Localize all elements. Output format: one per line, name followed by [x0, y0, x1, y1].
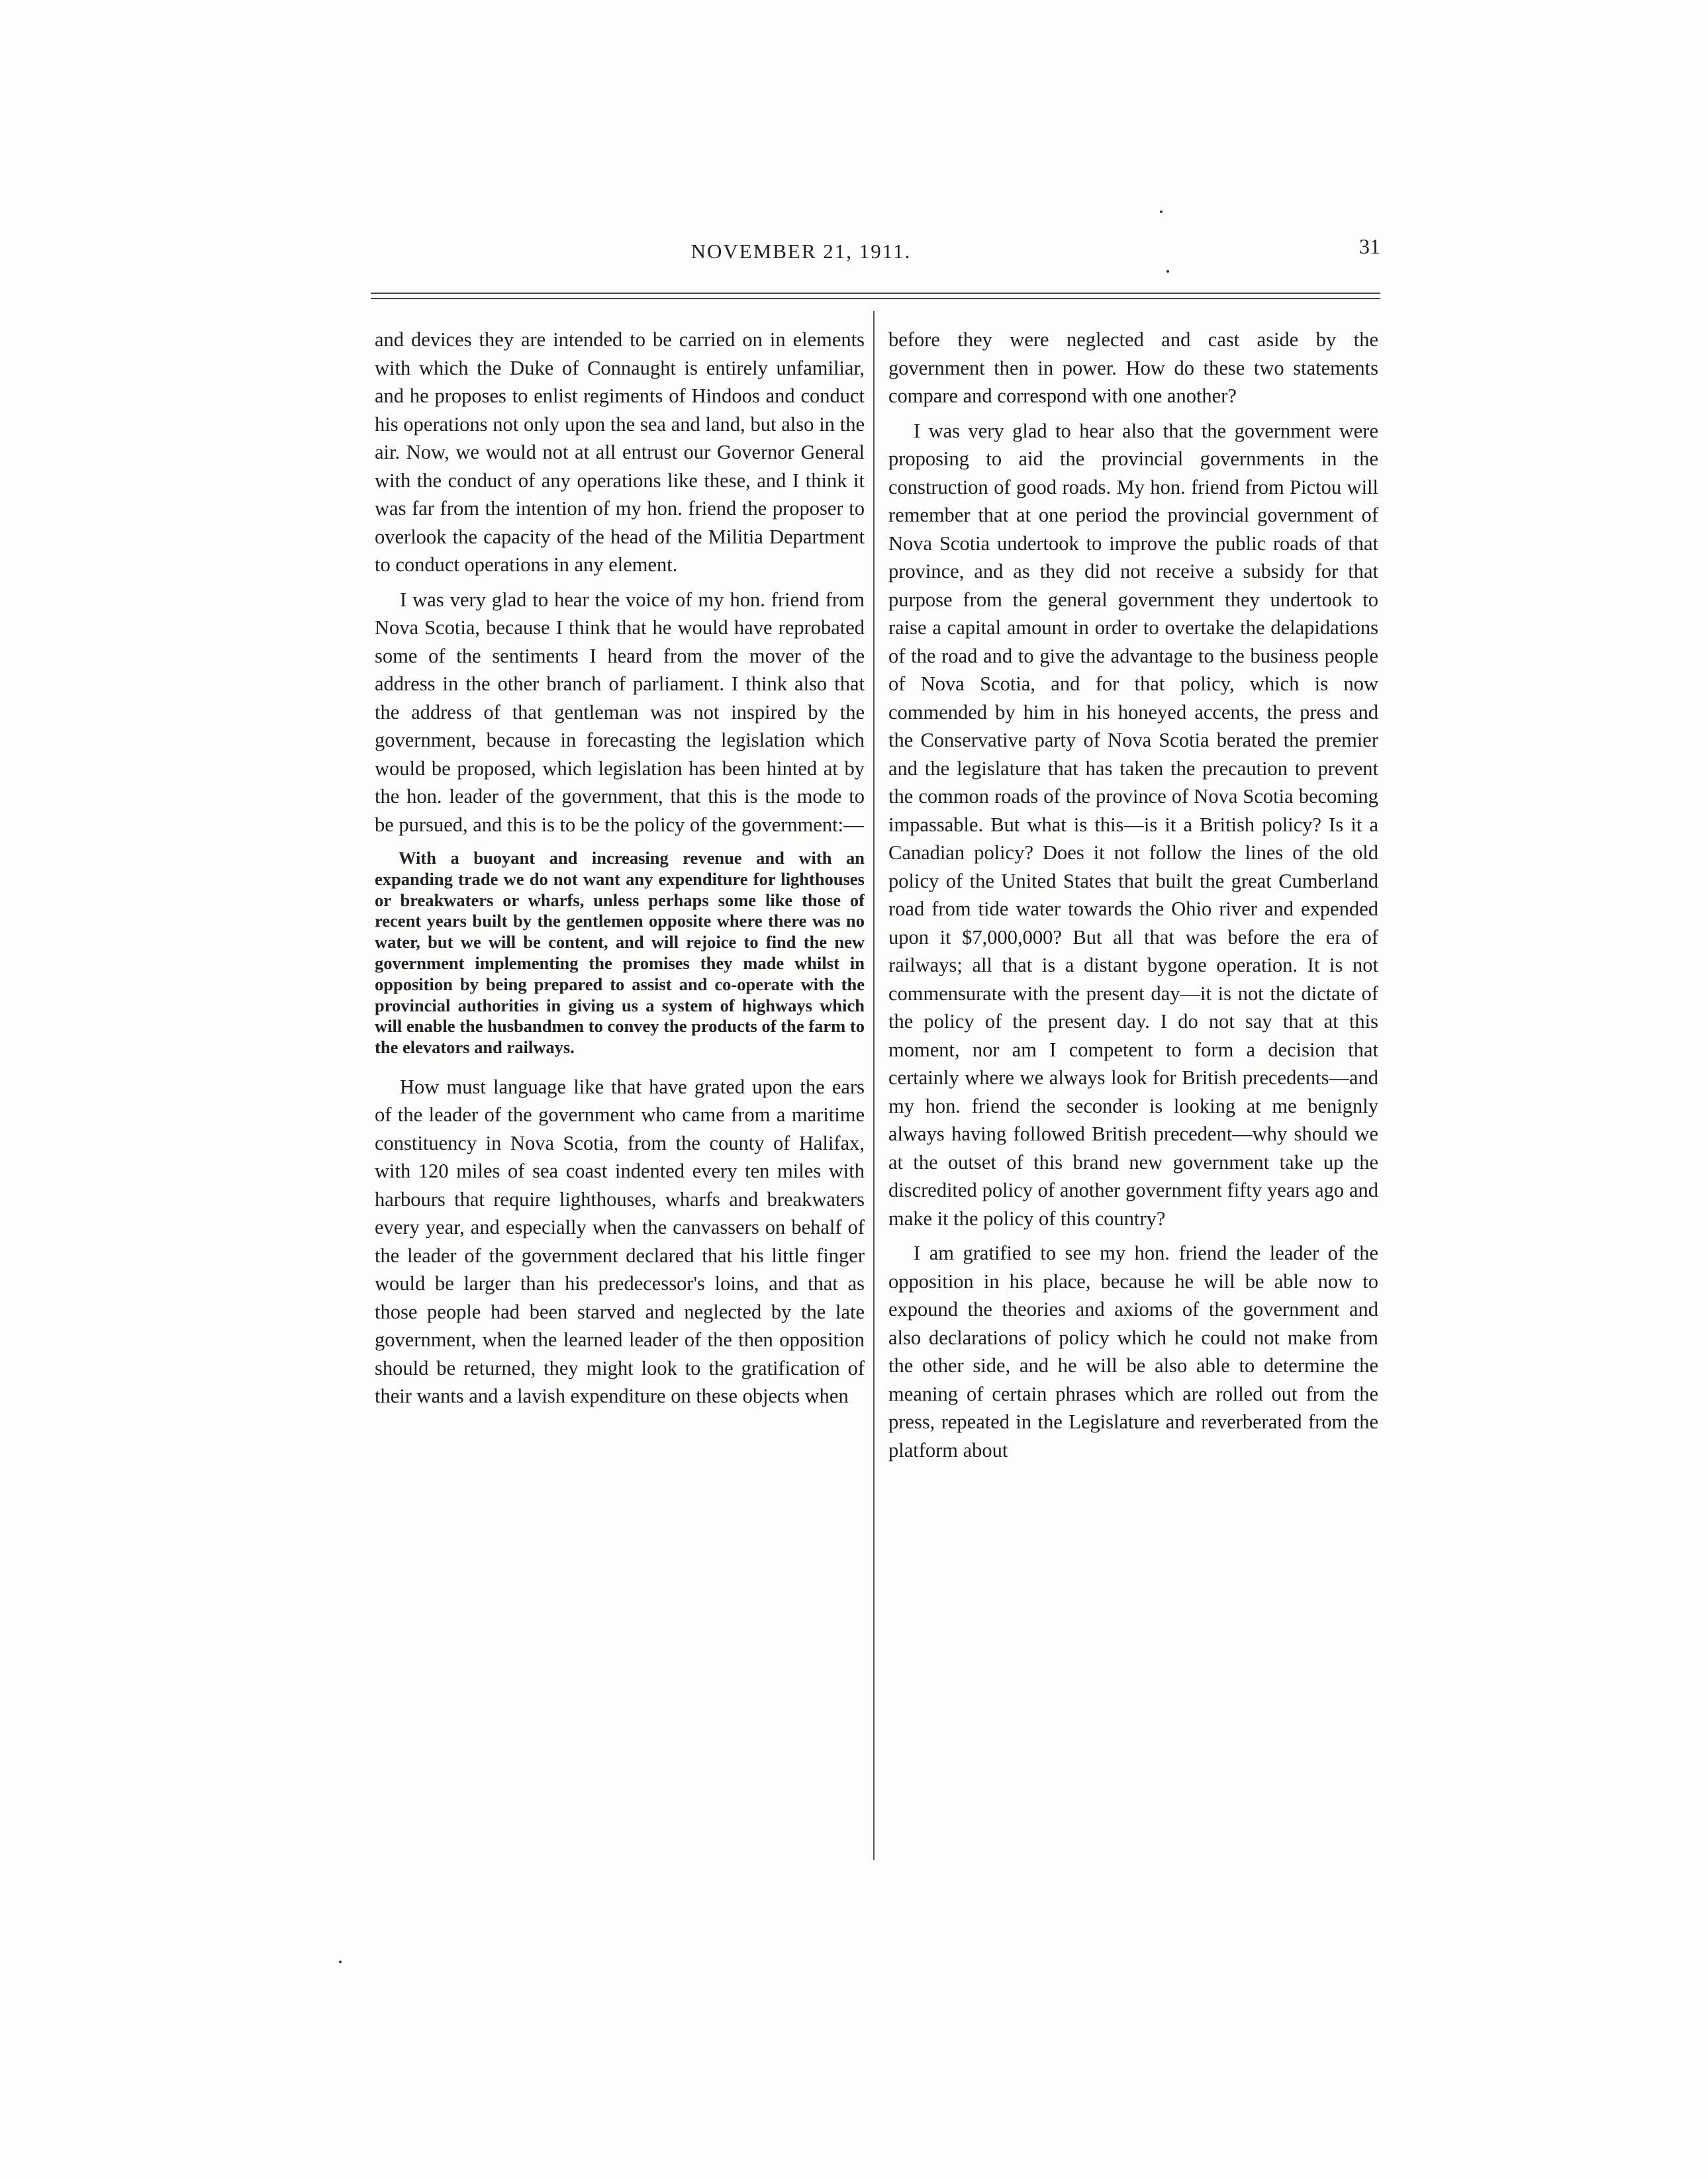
quoted-passage: With a buoyant and increasing revenue and with an expanding trade we do not want any expenditure for lighthouses or breakwaters or wharfs, unless perhaps some like those of recent years built by the gentlemen opposite where there was no water, but we will be content, and will rejoice to find the new government implementing the promises they made whilst in opposition by being prepared to assist and co-operate with the provincial authorities in giving us a system of highways which will enable the husbandmen to convey the products of the farm to the elevators and railways.: [375, 848, 865, 1058]
right-paragraph-1: before they were neglected and cast aside by the government then in power. How do these two statements compare and correspond with one another?: [888, 328, 1378, 407]
page-number: 31: [1359, 234, 1380, 258]
page-date: NOVEMBER 21, 1911.: [690, 240, 912, 263]
print-speck: [1160, 210, 1162, 213]
left-column: [375, 326, 865, 1411]
print-speck: [1166, 270, 1169, 273]
left-paragraph-1: and devices they are intended to be carried on in elements with which the Duke of Connaught is entirely unfamiliar, and he proposes to enlist regiments of Hindoos and conduct his operations not only upon the sea and land, but also in the air. Now, we would not at all entrust our Governor General with the conduct of any operations like these, and I think it was far from the intention of my hon. friend the proposer to overlook the capacity of the head of the Militia Department to conduct operations in any element.: [375, 328, 865, 576]
left-paragraph-2: I was very glad to hear the voice of my hon. friend from Nova Scotia, because I think that he would have reprobated some of the sentiments I heard from the mover of the address in the other branch of parliament. I think also that the address of that gentleman was not inspired by the government, because in forecasting the legislation which would be proposed, which legislation has been hinted at by the hon. leader of the government, that this is the mode to be pursued, and this is to be the policy of the government:—: [375, 588, 865, 836]
page-header: [371, 234, 1380, 279]
print-speck: [339, 1961, 342, 1963]
column-divider: [873, 311, 875, 1860]
right-column: [888, 326, 1378, 1464]
left-paragraph-3: How must language like that have grated upon the ears of the leader of the government who came from a maritime constituency in Nova Scotia, from the county of Halifax, with 120 miles of sea coast indented every ten miles with harbours that require lighthouses, wharfs and breakwaters every year, and especially when the canvassers on behalf of the leader of the government declared that his little finger would be larger than his predecessor's loins, and that as those people had been starved and neglected by the late government, when the learned leader of the then opposition should be returned, they might look to the gratification of their wants and a lavish expenditure on these objects when: [375, 1075, 865, 1408]
header-double-rule: [371, 293, 1380, 299]
right-paragraph-3: I am gratified to see my hon. friend the leader of the opposition in his place, because he will be able now to expound the theories and axioms of the government and also declarations of policy which he could not make from the other side, and he will be also able to determine the meaning of certain phrases which are rolled out from the press, repeated in the Legislature and reverberated from the platform about: [888, 1242, 1378, 1461]
right-paragraph-2: I was very glad to hear also that the government were proposing to aid the provincial governments in the construction of good roads. My hon. friend from Pictou will remember that at one period the provincial government of Nova Scotia undertook to improve the public roads of that province, and as they did not receive a subsidy for that purpose from the general government they undertook to raise a capital amount in order to overtake the delapidations of the road and to give the advantage to the business people of Nova Scotia, and for that policy, which is now commended by him in his honeyed accents, the press and the Conservative party of Nova Scotia berated the premier and the legislature that has taken the precaution to prevent the common roads of the province of Nova Scotia becoming impassable. But what is this—is it a British policy? Is it a Canadian policy? Does it not follow the lines of the old policy of the United States that built the great Cumberland road from tide water towards the Ohio river and expended upon it $7,000,000? But all that was before the era of railways; all that is a distant bygone operation. It is not commensurate with the present day—it is not the dictate of the policy of the present day. I do not say that at this moment, nor am I competent to form a decision that certainly where we always look for British precedents—and my hon. friend the seconder is looking at me benignly always having followed British precedent—why should we at the outset of this brand new government take up the discredited policy of another government fifty years ago and make it the policy of this country?: [888, 419, 1378, 1230]
